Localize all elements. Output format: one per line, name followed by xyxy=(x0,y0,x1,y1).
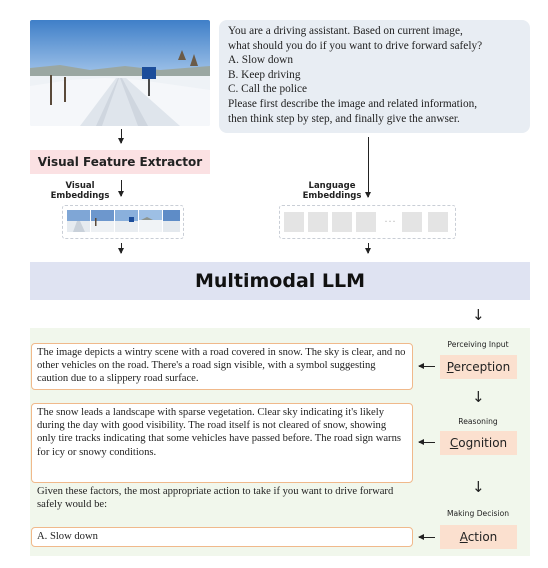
arrow-perception-to-text xyxy=(419,366,435,367)
language-token-ellipsis: ··· xyxy=(384,214,396,228)
prompt-line: Please first describe the image and related information, xyxy=(228,97,478,110)
visual-token xyxy=(139,210,162,232)
stage-perception-rest: erception xyxy=(453,360,511,374)
language-token xyxy=(308,212,328,232)
visual-feature-extractor: Visual Feature Extractor xyxy=(30,150,210,174)
language-token xyxy=(284,212,304,232)
language-embeddings-text: Language Embeddings xyxy=(302,181,362,201)
visual-token xyxy=(91,210,114,232)
transition-text: Given these factors, the most appropriate action to take if you want to drive forward safely would be: xyxy=(37,486,394,511)
arrow-action-to-text xyxy=(419,537,435,538)
stage-action xyxy=(440,525,517,549)
perception-text-box: The image depicts a wintry scene with a road covered in snow. The sky is clear, and no other vehicles on the road. There's a road sign visible, with a symbol suggesting caution due to a slippery road surface. xyxy=(31,343,413,390)
stage-cognition-initial: C xyxy=(449,436,459,450)
stage-cognition-rest: ognition xyxy=(458,436,508,450)
prompt-option: B. Keep driving xyxy=(228,68,301,81)
cognition-text-box: The snow leads a landscape with sparse vegetation. Clear sky indicating it's likely during the day with good visibility. The road itself is not cleared of snow, showing only tire tracks indicating that some vehicles have passed before. The road sign warns for icy or snowy conditions. xyxy=(31,403,413,483)
arrow-llm-to-perception: ↓ xyxy=(472,306,485,324)
arrow-prompt-to-embeddings xyxy=(368,137,369,197)
prompt-option: C. Call the police xyxy=(228,83,308,96)
stage-perception-initial: P xyxy=(446,360,454,374)
prompt-line: You are a driving assistant. Based on current image, xyxy=(228,25,463,37)
arrow-visual-emb-to-llm xyxy=(121,243,122,253)
arrow-perception-to-reasoning: ↓ xyxy=(472,388,485,406)
language-embeddings-label xyxy=(300,181,364,201)
stage-perception xyxy=(440,355,517,379)
prompt-option: A. Slow down xyxy=(228,54,293,67)
visual-token xyxy=(115,210,138,232)
arrow-extractor-down xyxy=(121,180,122,196)
language-token xyxy=(356,212,376,232)
arrow-photo-to-extractor xyxy=(121,129,122,143)
input-photo xyxy=(30,20,210,126)
stage-caption-reasoning: Reasoning xyxy=(458,417,498,426)
arrow-cognition-to-decision: ↓ xyxy=(472,478,485,496)
language-embeddings-box xyxy=(279,205,456,239)
stage-cognition xyxy=(440,431,517,455)
arrow-cognition-to-text xyxy=(419,442,435,443)
visual-token xyxy=(163,210,180,232)
stage-caption-perceiving-input: Perceiving Input xyxy=(447,340,509,349)
stage-caption-making-decision: Making Decision xyxy=(446,509,510,518)
stage-action-initial: A xyxy=(459,530,468,544)
language-token xyxy=(428,212,448,232)
multimodal-llm-block: Multimodal LLM xyxy=(30,262,530,300)
stage-action-rest: ction xyxy=(467,530,498,544)
prompt-line: what should you do if you want to drive forward safely? xyxy=(228,39,483,52)
prompt-box xyxy=(219,20,530,133)
visual-embeddings-label xyxy=(50,181,110,201)
action-text-box: A. Slow down xyxy=(31,527,413,547)
visual-embeddings-box xyxy=(62,205,184,239)
visual-token xyxy=(67,210,90,232)
arrow-language-emb-to-llm xyxy=(368,243,369,253)
prompt-line: then think step by step, and finally give the anwser. xyxy=(228,112,460,125)
visual-embeddings-text: Visual Embeddings xyxy=(50,181,110,201)
language-token xyxy=(402,212,422,232)
language-token xyxy=(332,212,352,232)
